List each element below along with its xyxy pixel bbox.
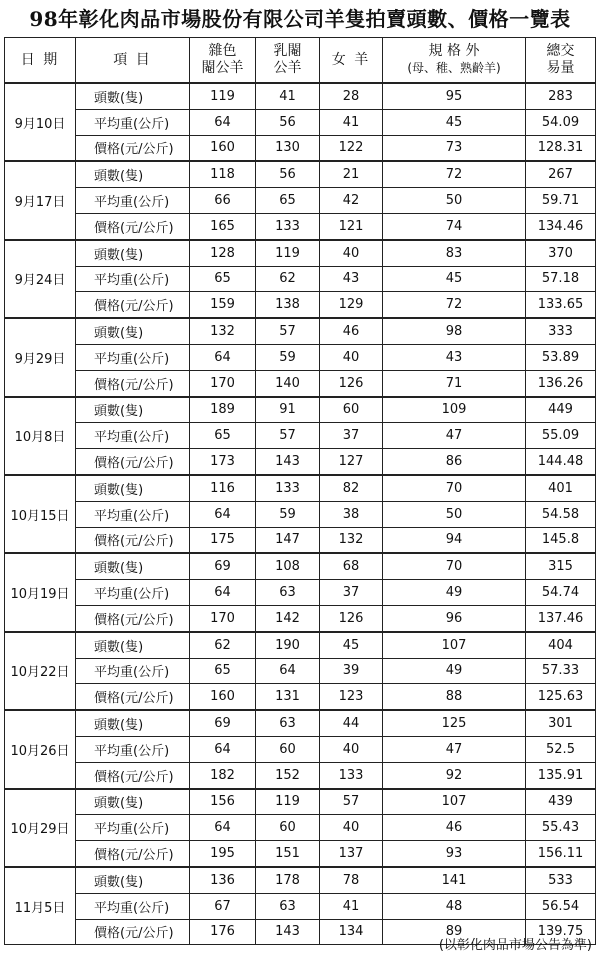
value-cell: 72 — [383, 161, 526, 187]
item-label-cell: 平均重(公斤) — [76, 188, 190, 214]
item-label-cell: 平均重(公斤) — [76, 423, 190, 449]
table-row — [5, 553, 596, 579]
item-label-cell: 平均重(公斤) — [76, 501, 190, 527]
value-cell: 57.33 — [526, 658, 596, 684]
item-label-cell: 價格(元/公斤) — [76, 213, 190, 239]
value-cell: 139.75 — [526, 919, 596, 945]
table-row — [5, 684, 596, 710]
value-cell: 333 — [526, 318, 596, 344]
item-label-cell: 頭數(隻) — [76, 867, 190, 893]
value-cell: 59.71 — [526, 188, 596, 214]
value-cell: 64 — [256, 658, 320, 684]
value-cell: 96 — [383, 605, 526, 631]
value-cell: 45 — [320, 632, 383, 658]
auction-table — [4, 37, 596, 945]
value-cell: 138 — [256, 292, 320, 318]
header-col5-line1: 總交 — [546, 43, 575, 59]
header-item: 項 目 — [76, 38, 190, 84]
value-cell: 62 — [190, 632, 256, 658]
value-cell: 404 — [526, 632, 596, 658]
value-cell: 126 — [320, 370, 383, 396]
value-cell: 136.26 — [526, 370, 596, 396]
value-cell: 107 — [383, 632, 526, 658]
value-cell: 133 — [256, 475, 320, 501]
item-label-cell: 價格(元/公斤) — [76, 135, 190, 161]
value-cell: 133.65 — [526, 292, 596, 318]
value-cell: 92 — [383, 762, 526, 788]
value-cell: 62 — [256, 266, 320, 292]
value-cell: 144.48 — [526, 449, 596, 475]
value-cell: 64 — [190, 815, 256, 841]
value-cell: 63 — [256, 580, 320, 606]
value-cell: 45 — [383, 266, 526, 292]
item-label-cell: 價格(元/公斤) — [76, 527, 190, 553]
value-cell: 267 — [526, 161, 596, 187]
value-cell: 63 — [256, 893, 320, 919]
header-col1-line1: 雜色 — [208, 43, 237, 59]
value-cell: 67 — [190, 893, 256, 919]
item-label-cell: 價格(元/公斤) — [76, 841, 190, 867]
header-col5-line2: 易量 — [546, 60, 575, 76]
table-row — [5, 370, 596, 396]
table-row — [5, 580, 596, 606]
value-cell: 301 — [526, 710, 596, 736]
date-cell: 10月26日 — [5, 710, 76, 788]
value-cell: 108 — [256, 553, 320, 579]
date-cell: 10月15日 — [5, 475, 76, 553]
value-cell: 170 — [190, 370, 256, 396]
table-row — [5, 632, 596, 658]
value-cell: 133 — [320, 762, 383, 788]
item-label-cell: 頭數(隻) — [76, 475, 190, 501]
value-cell: 74 — [383, 213, 526, 239]
value-cell: 86 — [383, 449, 526, 475]
value-cell: 94 — [383, 527, 526, 553]
value-cell: 134.46 — [526, 213, 596, 239]
value-cell: 176 — [190, 919, 256, 945]
item-label-cell: 平均重(公斤) — [76, 109, 190, 135]
header-col2-line1: 乳閹 — [273, 43, 302, 59]
value-cell: 98 — [383, 318, 526, 344]
value-cell: 119 — [256, 789, 320, 815]
value-cell: 50 — [383, 188, 526, 214]
value-cell: 170 — [190, 605, 256, 631]
value-cell: 132 — [320, 527, 383, 553]
header-col2-line2: 公羊 — [273, 60, 302, 76]
value-cell: 128.31 — [526, 135, 596, 161]
table-row — [5, 240, 596, 266]
value-cell: 78 — [320, 867, 383, 893]
item-label-cell: 平均重(公斤) — [76, 580, 190, 606]
value-cell: 126 — [320, 605, 383, 631]
value-cell: 56 — [256, 161, 320, 187]
item-label-cell: 頭數(隻) — [76, 632, 190, 658]
value-cell: 48 — [383, 893, 526, 919]
value-cell: 134 — [320, 919, 383, 945]
value-cell: 54.74 — [526, 580, 596, 606]
table-body — [5, 83, 596, 945]
value-cell: 88 — [383, 684, 526, 710]
value-cell: 54.58 — [526, 501, 596, 527]
table-row — [5, 841, 596, 867]
value-cell: 173 — [190, 449, 256, 475]
date-cell: 9月17日 — [5, 161, 76, 239]
value-cell: 64 — [190, 344, 256, 370]
table-row — [5, 397, 596, 423]
table-row — [5, 213, 596, 239]
value-cell: 315 — [526, 553, 596, 579]
value-cell: 143 — [256, 919, 320, 945]
value-cell: 89 — [383, 919, 526, 945]
item-label-cell: 平均重(公斤) — [76, 344, 190, 370]
item-label-cell: 頭數(隻) — [76, 789, 190, 815]
table-row — [5, 736, 596, 762]
table-row — [5, 423, 596, 449]
value-cell: 123 — [320, 684, 383, 710]
value-cell: 65 — [190, 266, 256, 292]
value-cell: 71 — [383, 370, 526, 396]
value-cell: 95 — [383, 83, 526, 109]
item-label-cell: 價格(元/公斤) — [76, 370, 190, 396]
table-row — [5, 605, 596, 631]
value-cell: 72 — [383, 292, 526, 318]
value-cell: 533 — [526, 867, 596, 893]
value-cell: 160 — [190, 684, 256, 710]
value-cell: 125.63 — [526, 684, 596, 710]
value-cell: 70 — [383, 475, 526, 501]
value-cell: 65 — [256, 188, 320, 214]
value-cell: 152 — [256, 762, 320, 788]
value-cell: 40 — [320, 240, 383, 266]
value-cell: 39 — [320, 658, 383, 684]
date-cell: 10月29日 — [5, 789, 76, 867]
value-cell: 82 — [320, 475, 383, 501]
value-cell: 60 — [256, 736, 320, 762]
value-cell: 370 — [526, 240, 596, 266]
value-cell: 116 — [190, 475, 256, 501]
value-cell: 70 — [383, 553, 526, 579]
footnote: (以彰化肉品市場公告為準) — [438, 938, 592, 953]
value-cell: 56.54 — [526, 893, 596, 919]
value-cell: 73 — [383, 135, 526, 161]
table-row — [5, 83, 596, 109]
value-cell: 129 — [320, 292, 383, 318]
value-cell: 43 — [383, 344, 526, 370]
value-cell: 130 — [256, 135, 320, 161]
item-label-cell: 價格(元/公斤) — [76, 605, 190, 631]
header-col1 — [190, 38, 256, 84]
value-cell: 57 — [256, 318, 320, 344]
value-cell: 119 — [190, 83, 256, 109]
value-cell: 60 — [256, 815, 320, 841]
item-label-cell: 價格(元/公斤) — [76, 449, 190, 475]
value-cell: 46 — [383, 815, 526, 841]
header-col2 — [256, 38, 320, 84]
value-cell: 93 — [383, 841, 526, 867]
value-cell: 145.8 — [526, 527, 596, 553]
item-label-cell: 頭數(隻) — [76, 553, 190, 579]
value-cell: 38 — [320, 501, 383, 527]
value-cell: 69 — [190, 710, 256, 736]
value-cell: 37 — [320, 580, 383, 606]
table-row — [5, 762, 596, 788]
value-cell: 107 — [383, 789, 526, 815]
value-cell: 47 — [383, 423, 526, 449]
value-cell: 178 — [256, 867, 320, 893]
value-cell: 41 — [320, 109, 383, 135]
table-row — [5, 135, 596, 161]
item-label-cell: 價格(元/公斤) — [76, 684, 190, 710]
item-label-cell: 平均重(公斤) — [76, 893, 190, 919]
value-cell: 63 — [256, 710, 320, 736]
value-cell: 40 — [320, 344, 383, 370]
table-row — [5, 266, 596, 292]
value-cell: 45 — [383, 109, 526, 135]
value-cell: 57.18 — [526, 266, 596, 292]
value-cell: 21 — [320, 161, 383, 187]
value-cell: 125 — [383, 710, 526, 736]
value-cell: 122 — [320, 135, 383, 161]
table-row — [5, 867, 596, 893]
value-cell: 156.11 — [526, 841, 596, 867]
value-cell: 49 — [383, 658, 526, 684]
value-cell: 143 — [256, 449, 320, 475]
value-cell: 160 — [190, 135, 256, 161]
value-cell: 64 — [190, 580, 256, 606]
value-cell: 60 — [320, 397, 383, 423]
value-cell: 439 — [526, 789, 596, 815]
value-cell: 127 — [320, 449, 383, 475]
value-cell: 57 — [320, 789, 383, 815]
value-cell: 137.46 — [526, 605, 596, 631]
value-cell: 41 — [256, 83, 320, 109]
value-cell: 283 — [526, 83, 596, 109]
item-label-cell: 價格(元/公斤) — [76, 292, 190, 318]
item-label-cell: 價格(元/公斤) — [76, 762, 190, 788]
value-cell: 69 — [190, 553, 256, 579]
table-row — [5, 292, 596, 318]
value-cell: 50 — [383, 501, 526, 527]
value-cell: 56 — [256, 109, 320, 135]
value-cell: 401 — [526, 475, 596, 501]
page-title: 98年彰化肉品市場股份有限公司羊隻拍賣頭數、價格一覽表 — [29, 6, 571, 31]
value-cell: 182 — [190, 762, 256, 788]
value-cell: 175 — [190, 527, 256, 553]
table-row — [5, 449, 596, 475]
value-cell: 37 — [320, 423, 383, 449]
value-cell: 140 — [256, 370, 320, 396]
value-cell: 59 — [256, 344, 320, 370]
value-cell: 52.5 — [526, 736, 596, 762]
item-label-cell: 頭數(隻) — [76, 318, 190, 344]
table-row — [5, 344, 596, 370]
value-cell: 195 — [190, 841, 256, 867]
value-cell: 43 — [320, 266, 383, 292]
value-cell: 142 — [256, 605, 320, 631]
value-cell: 128 — [190, 240, 256, 266]
value-cell: 65 — [190, 423, 256, 449]
item-label-cell: 頭數(隻) — [76, 240, 190, 266]
value-cell: 55.09 — [526, 423, 596, 449]
item-label-cell: 頭數(隻) — [76, 83, 190, 109]
item-label-cell: 價格(元/公斤) — [76, 919, 190, 945]
value-cell: 156 — [190, 789, 256, 815]
table-row — [5, 789, 596, 815]
table-row — [5, 815, 596, 841]
value-cell: 49 — [383, 580, 526, 606]
value-cell: 40 — [320, 815, 383, 841]
date-cell: 10月8日 — [5, 397, 76, 475]
value-cell: 131 — [256, 684, 320, 710]
value-cell: 47 — [383, 736, 526, 762]
table-row — [5, 109, 596, 135]
date-cell: 11月5日 — [5, 867, 76, 945]
table-row — [5, 501, 596, 527]
value-cell: 449 — [526, 397, 596, 423]
item-label-cell: 平均重(公斤) — [76, 815, 190, 841]
value-cell: 28 — [320, 83, 383, 109]
value-cell: 109 — [383, 397, 526, 423]
value-cell: 66 — [190, 188, 256, 214]
value-cell: 137 — [320, 841, 383, 867]
value-cell: 54.09 — [526, 109, 596, 135]
item-label-cell: 頭數(隻) — [76, 397, 190, 423]
value-cell: 141 — [383, 867, 526, 893]
date-cell: 9月24日 — [5, 240, 76, 318]
value-cell: 91 — [256, 397, 320, 423]
value-cell: 65 — [190, 658, 256, 684]
date-cell: 10月22日 — [5, 632, 76, 710]
value-cell: 53.89 — [526, 344, 596, 370]
table-row — [5, 188, 596, 214]
value-cell: 135.91 — [526, 762, 596, 788]
value-cell: 42 — [320, 188, 383, 214]
header-date: 日 期 — [5, 38, 76, 84]
item-label-cell: 平均重(公斤) — [76, 736, 190, 762]
value-cell: 44 — [320, 710, 383, 736]
table-row — [5, 710, 596, 736]
item-label-cell: 平均重(公斤) — [76, 266, 190, 292]
header-col4-line1: 規 格 外 — [428, 43, 480, 59]
header-col3: 女 羊 — [320, 38, 383, 84]
table-row — [5, 318, 596, 344]
value-cell: 40 — [320, 736, 383, 762]
value-cell: 133 — [256, 213, 320, 239]
value-cell: 119 — [256, 240, 320, 266]
value-cell: 59 — [256, 501, 320, 527]
item-label-cell: 頭數(隻) — [76, 710, 190, 736]
value-cell: 132 — [190, 318, 256, 344]
date-cell: 9月29日 — [5, 318, 76, 396]
value-cell: 159 — [190, 292, 256, 318]
value-cell: 165 — [190, 213, 256, 239]
date-cell: 10月19日 — [5, 553, 76, 631]
table-row — [5, 161, 596, 187]
value-cell: 190 — [256, 632, 320, 658]
header-row — [5, 38, 596, 84]
header-col5 — [526, 38, 596, 84]
value-cell: 151 — [256, 841, 320, 867]
table-row — [5, 658, 596, 684]
value-cell: 136 — [190, 867, 256, 893]
value-cell: 41 — [320, 893, 383, 919]
header-col1-line2: 閹公羊 — [201, 60, 244, 76]
table-row — [5, 527, 596, 553]
value-cell: 57 — [256, 423, 320, 449]
item-label-cell: 頭數(隻) — [76, 161, 190, 187]
value-cell: 64 — [190, 501, 256, 527]
value-cell: 121 — [320, 213, 383, 239]
value-cell: 46 — [320, 318, 383, 344]
value-cell: 55.43 — [526, 815, 596, 841]
value-cell: 64 — [190, 736, 256, 762]
value-cell: 118 — [190, 161, 256, 187]
value-cell: 64 — [190, 109, 256, 135]
header-col4 — [383, 38, 526, 84]
item-label-cell: 平均重(公斤) — [76, 658, 190, 684]
value-cell: 147 — [256, 527, 320, 553]
table-row — [5, 893, 596, 919]
date-cell: 9月10日 — [5, 83, 76, 161]
value-cell: 68 — [320, 553, 383, 579]
table-row — [5, 475, 596, 501]
value-cell: 83 — [383, 240, 526, 266]
header-col4-line2: (母、稚、熟齡羊) — [407, 61, 501, 75]
value-cell: 189 — [190, 397, 256, 423]
